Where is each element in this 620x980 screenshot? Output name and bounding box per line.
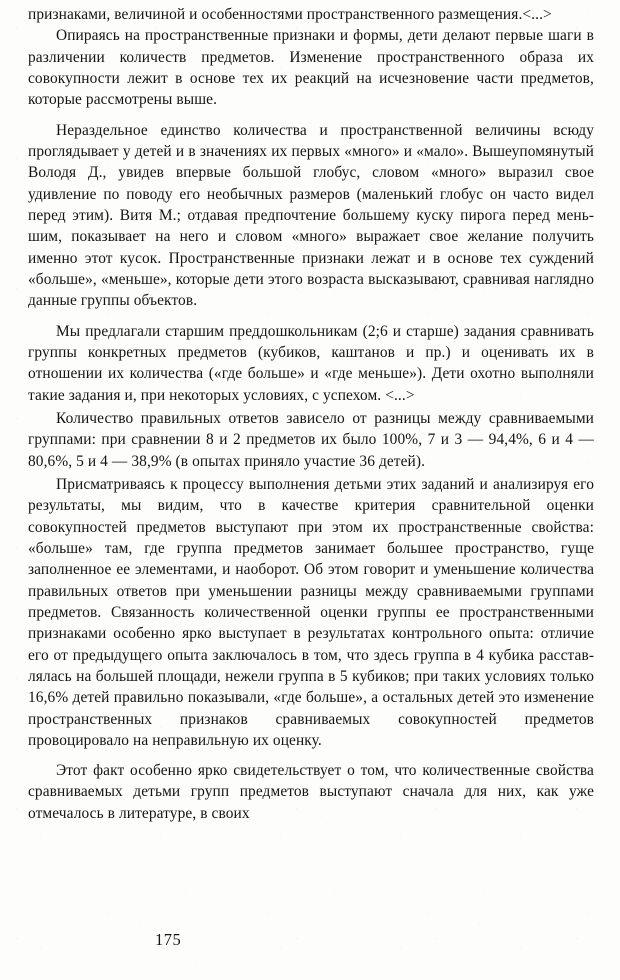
page-number: 175 xyxy=(155,930,182,949)
page-text-body xyxy=(28,4,594,824)
paragraph-7: Этот факт особенно ярко свидетельствует о том, что количественные свойства сравниваемых детьми групп предметов выступают сначала для них, как уже отмечалось в литературе, в своих xyxy=(28,762,594,822)
paragraph-5: Количество правильных ответов зависело от разницы между сравниваемыми группами: при сравнении 8 и 2 предметов их было 100%, 7 и 3 — 94,4%, 6 и 4 — 80,6%, 5 и 4 — 38,9% (в опытах приняло участие 36 детей). xyxy=(28,409,594,470)
paragraph-1: признаками, величиной и особенностями пространственного размещения.<...> xyxy=(28,6,552,23)
paragraph-3: Нераздельное единство количества и пространственной величины всюду проглядывает у детей и в значениях их первых «много» и «мало». Вышеупомянутый Володя Д., увидев впервые большой глобус, словом «много» выразил свое удивление по поводу его необычных размеров (маленький глобус он часто видел перед этим). Витя М.; отдавая предпочтение большему куску пирога перед меньшим, показывает на него и словом «много» выражает свое желание получить именно этот кусок. Пространственные признаки лежат и в основе тех суждений «больше», «меньше», которые дети этого возраста высказывают, сравнивая наглядно данные группы объектов. xyxy=(28,121,594,310)
paragraph-4: Мы предлагали старшим преддошкольникам (2;6 и старше) задания сравнивать группы конкретных предметов (кубиков, каштанов и пр.) и оценивать их в отношении их количества («где больше» и «где меньше»). Дети охотно выполняли такие задания и, при некоторых условиях, с успехом. <...> xyxy=(28,322,594,404)
paragraph-2: Опираясь на пространственные признаки и формы, дети делают первые шаги в различении количеств предметов. Изменение пространственного образа их совокупности лежит в основе тех их реакций на исчезновение части предметов, которые рассмотрены выше. xyxy=(28,27,594,109)
paragraph-6: Присматриваясь к процессу выполнения детьми этих заданий и анализируя его результаты, мы видим, что в качестве критерия сравнительной оценки совокупностей предметов выступают при этом их пространственные свойства: «больше» там, где группа предметов занимает большее пространство, гуще заполненное ее элементами, и наоборот. Об этом говорит и уменьшение количества правильных ответов при уменьшении разницы между сравниваемыми группами предметов. Связанность количественной оценки группы ее пространственными признаками особенно ярко выступает в результатах контрольного опыта: отличие его от предыдущего опыта заключалось в том, что здесь группа в 4 кубика расставлялась на большей площади, нежели группа в 5 кубиков; при таких условиях только 16,6% детей правильно показывали, «где больше», а остальных детей это изменение пространственных признаков сравниваемых совокупностей предметов провоцировало на неправильную их оценку. xyxy=(28,475,594,749)
